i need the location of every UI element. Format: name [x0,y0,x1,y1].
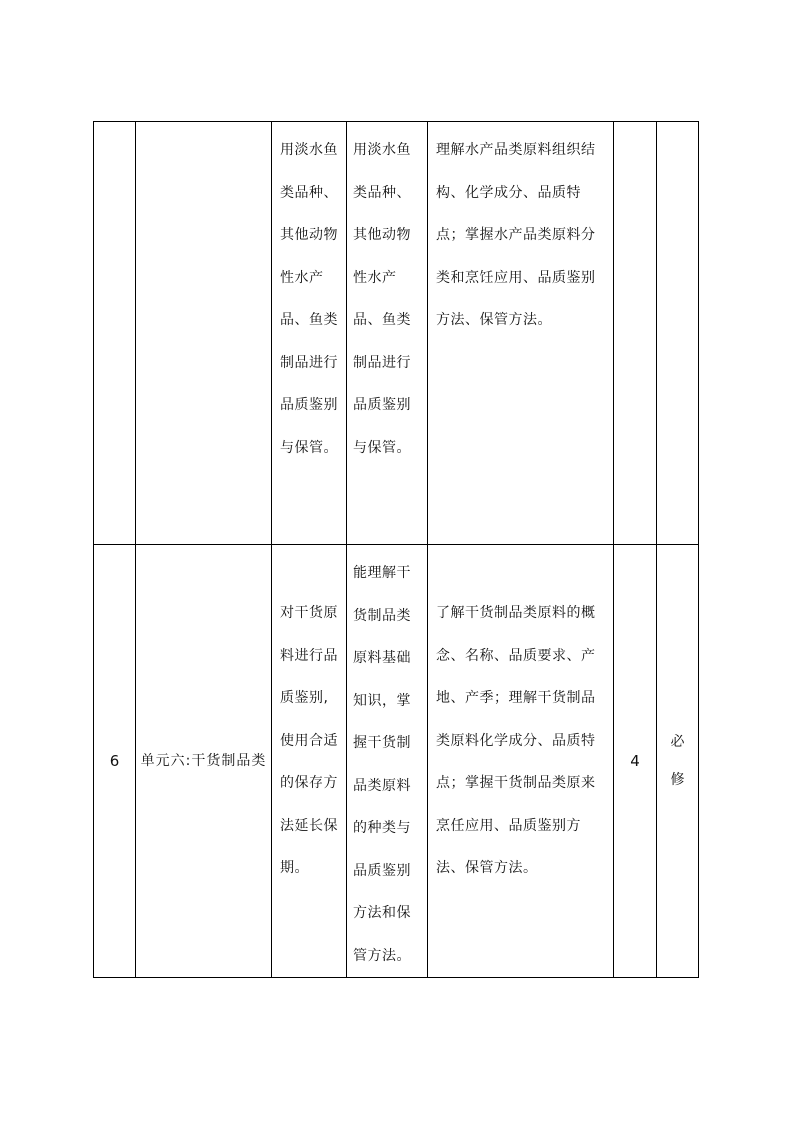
requirement-text: 用淡水鱼类品种、其他动物性水产品、鱼类制品进行品质鉴别与保管。 [353,142,411,456]
knowledge-cell [428,545,614,978]
content-cell [272,122,347,545]
requirement-cell [347,122,428,545]
requirement-cell [347,545,428,978]
seq-cell [94,122,136,545]
type-cell [657,545,699,978]
requirement-text: 能理解干货制品类原料基础知识，掌握干货制品类原料的种类与品质鉴别方法和保管方法。 [353,565,411,964]
content-text: 用淡水鱼类品种、其他动物性水产品、鱼类制品进行品质鉴别与保管。 [280,142,338,456]
unit-name [136,122,271,544]
hours-cell [614,122,657,545]
unit-cell [136,122,272,545]
seq-cell [94,545,136,978]
type-cell [657,122,699,545]
unit-cell [136,545,272,978]
unit-name: 单元六:干货制品类 [140,753,267,769]
knowledge-cell [428,122,614,545]
table-row [94,122,699,545]
content-cell [272,545,347,978]
curriculum-table [93,121,699,978]
seq-number [94,122,135,544]
hours-value [614,122,656,544]
seq-number: 6 [109,752,120,770]
table-row [94,545,699,978]
knowledge-text: 了解干货制品类原料的概念、名称、品质要求、产地、产季；理解干货制品类原料化学成分、品质特点；掌握干货制品类原来烹任应用、品质鉴别方法、保管方法。 [436,605,596,876]
hours-value: 4 [630,752,640,770]
knowledge-text: 理解水产品类原料组织结构、化学成分、品质特点；掌握水产品类原料分类和烹饪应用、品质鉴别方法、保管方法。 [436,142,596,328]
hours-cell [614,545,657,978]
course-type: 必修 [670,734,685,788]
content-text: 对干货原料进行品质鉴别,使用合适的保存方法延长保期。 [280,605,338,876]
